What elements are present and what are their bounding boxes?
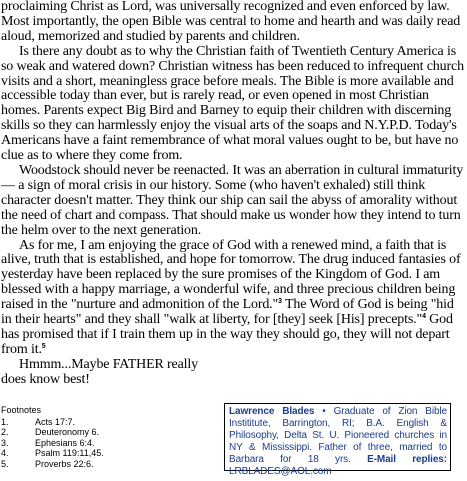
footnote-item: [1, 438, 201, 449]
footnote-reference: Deuteronomy 6.: [35, 427, 100, 437]
author-bio-box: [224, 403, 451, 478]
footnote-ref-4: 4: [422, 313, 426, 321]
author-name: Lawrence Blades: [229, 406, 315, 417]
footnotes-title: Footnotes: [1, 405, 42, 415]
footnote-reference: Acts 17:7.: [35, 416, 76, 427]
footnote-ref-3: 3: [278, 298, 282, 306]
paragraph-4-part-a: As for me, I am enjoying the grace of God with a renewed mind, a faith that is alive, truth that is established, and hope for tomorrow. The drug induced fantasies of yesterday have been replaced by the sure promises of the Kingdom of God. I am blessed with a happy marriage, a wonderful wife, and three precious children being raised in the "nurture and admonition of the Lord.": [1, 237, 461, 313]
footnote-item: [1, 427, 201, 438]
article-body: [1, 0, 466, 358]
paragraph-4-part-b: The Word of God is being "hid in their hearts" and they shall "walk at liberty, for [they] seek [His] precepts.": [1, 297, 454, 328]
closing-text: Hmmm...Maybe FATHER really does know best!: [1, 357, 198, 387]
footnote-ref-5: 5: [41, 342, 46, 350]
email-address[interactable]: LRBLADES@AOL.com: [229, 466, 332, 478]
closing-remark: [1, 357, 201, 387]
footnote-reference: Psalm 119:11,45.: [35, 448, 104, 458]
footnote-item: [1, 417, 201, 428]
footnote-number: 4.: [1, 448, 9, 458]
bio-bullet: •: [322, 406, 326, 417]
paragraph-3: Woodstock should never be reenacted. It was an aberration in cultural immaturity — a sign of moral crisis in our history. Some (who haven't exhaled) still think character doesn't matter. They think our ship can sail the abyss of amorality without the need of chart and compass. That should make us wonder how they intend to turn the helm over to the next generation.: [1, 162, 464, 238]
footnotes: [1, 405, 201, 469]
footnote-item: [1, 448, 201, 459]
paragraph-4-part-c: God has promised that if I train them up in the way they should go, they will not depart from it.: [1, 312, 453, 357]
footnote-item: [1, 459, 201, 470]
footnote-number: 3.: [1, 437, 9, 448]
footnote-number: 2.: [1, 427, 9, 437]
paragraph-1: proclaiming Christ as Lord, was universally recognized and even enforced by law. Most importantly, the open Bible was central to home and hearth and was daily read aloud, memorized and studied by parents and children.: [1, 0, 461, 44]
footnote-number: 5.: [1, 458, 9, 469]
footnote-reference: Ephesians 6:4.: [35, 437, 95, 448]
paragraph-2: Is there any doubt as to why the Christian faith of Twentieth Century America is so weak and watered down? Christian witness has been reduced to infrequent church visits and a short, meaningless grace before meals. The Bible is more available and accessible today than ever, but is rarely read, or even opened in most Christian homes. Parents expect Big Bird and Barney to equip their children with discerning skills so they can harmlessly enjoy the visual arts of the soaps and N.Y.P.D. Today's Americans have a faint remembrance of what moral values ought to be, but have no clue as to where they come from.: [1, 43, 464, 164]
author-bio-text: Graduate of Zion Bible Instititute, Barrington, RI; B.A. English & Philosophy, Delta St. U. Pioneered churches in NY & Mississippi. Father of three, married to Barbara for 18 yrs.: [229, 406, 447, 466]
paragraph-4: [1, 239, 466, 358]
footnote-number: 1.: [1, 416, 9, 427]
footnote-reference: Proverbs 22:6.: [35, 458, 94, 469]
email-label: E-Mail replies:: [367, 454, 447, 466]
